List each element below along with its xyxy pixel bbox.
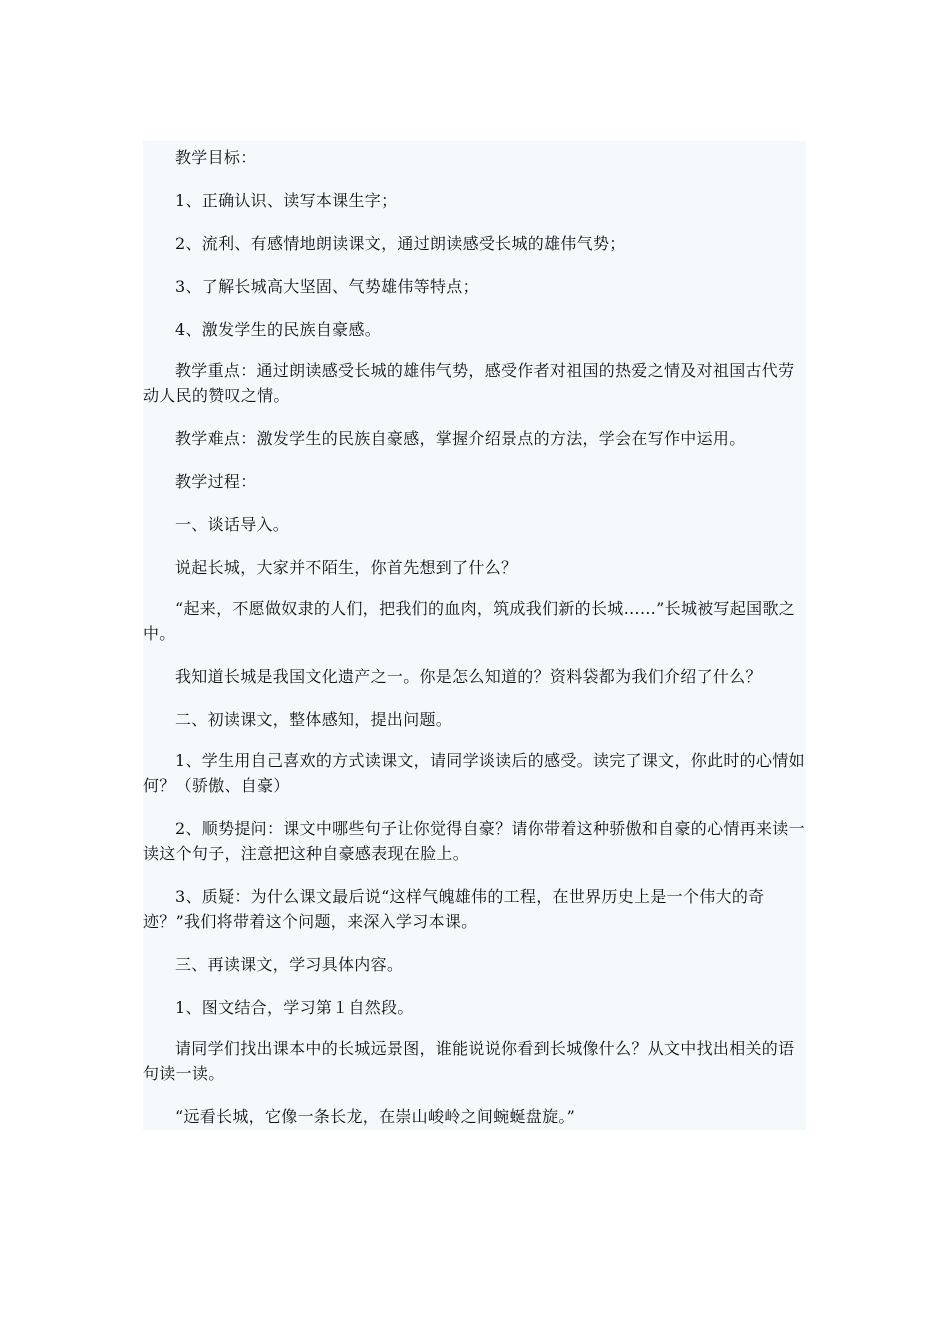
paragraph-teaching-goals-heading: 教学目标： <box>175 148 257 167</box>
paragraph-process-heading: 教学过程： <box>175 472 257 491</box>
paragraph-step-2-1: 1、学生用自己喜欢的方式读课文，请同学谈读后的感受。读完了课文，你此时的心情如何？（骄傲、自豪） <box>143 751 805 795</box>
paragraph-step-2-3: 3、质疑：为什么课文最后说“这样气魄雄伟的工程，在世界历史上是一个伟大的奇迹？”我们将带着这个问题，来深入学习本课。 <box>143 887 765 931</box>
paragraph-long-dragon-quote: “远看长城，它像一条长龙，在崇山峻岭之间蜿蜒盘旋。” <box>175 1107 576 1126</box>
paragraph-goal-1: 1、正确认识、读写本课生字； <box>175 191 398 210</box>
paragraph-key-points: 教学重点：通过朗读感受长城的雄伟气势，感受作者对祖国的热爱之情及对祖国古代劳动人民的赞叹之情。 <box>143 361 795 405</box>
paragraph-step-2-2: 2、顺势提问：课文中哪些句子让你觉得自豪？请你带着这种骄傲和自豪的心情再来读一读这个句子，注意把这种自豪感表现在脸上。 <box>143 819 805 863</box>
paragraph-goal-2: 2、流利、有感情地朗读课文，通过朗读感受长城的雄伟气势； <box>175 234 626 253</box>
document-body <box>143 141 806 1130</box>
paragraph-intro-question: 说起长城，大家并不陌生，你首先想到了什么？ <box>175 558 518 577</box>
paragraph-section-2: 二、初读课文，整体感知，提出问题。 <box>175 710 453 729</box>
paragraph-difficulties: 教学难点：激发学生的民族自豪感，掌握介绍景点的方法，学会在写作中运用。 <box>175 429 746 448</box>
paragraph-step-3-1: 1、图文结合，学习第１自然段。 <box>175 998 414 1017</box>
paragraph-goal-4: 4、激发学生的民族自豪感。 <box>175 320 382 339</box>
paragraph-heritage: 我知道长城是我国文化遗产之一。你是怎么知道的？资料袋都为我们介绍了什么？ <box>175 667 762 686</box>
paragraph-section-1: 一、谈话导入。 <box>175 515 290 534</box>
paragraph-goal-3: 3、了解长城高大坚固、气势雄伟等特点； <box>175 277 479 296</box>
paragraph-section-3: 三、再读课文，学习具体内容。 <box>175 955 404 974</box>
paragraph-find-picture: 请同学们找出课本中的长城远景图，谁能说说你看到长城像什么？从文中找出相关的语句读一读。 <box>143 1039 795 1083</box>
paragraph-anthem-quote: “起来，不愿做奴隶的人们，把我们的血肉，筑成我们新的长城……”长城被写起国歌之中。 <box>143 599 796 643</box>
